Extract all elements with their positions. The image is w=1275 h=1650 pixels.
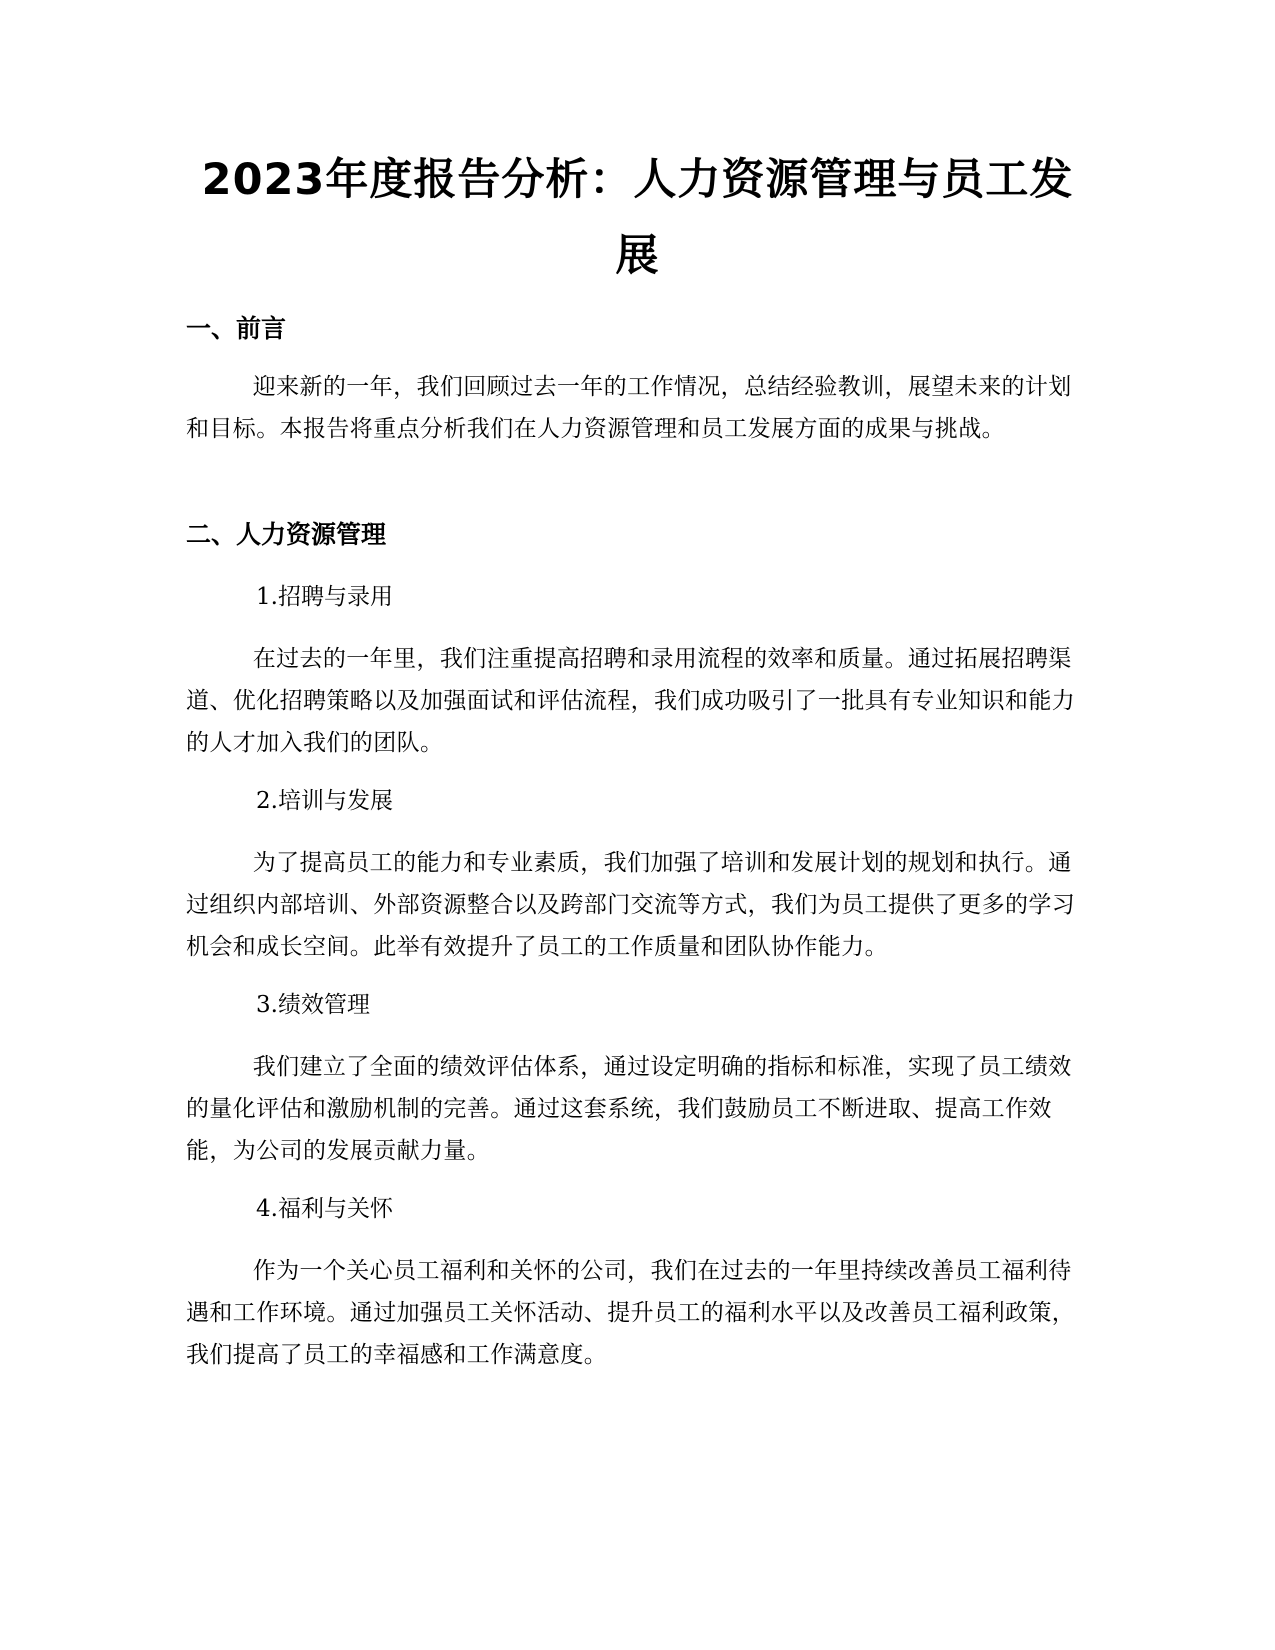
subheading-performance: 3.绩效管理 [256, 992, 370, 1018]
subheading-recruitment: 1.招聘与录用 [256, 584, 393, 610]
paragraph-training: 为了提高员工的能力和专业素质，我们加强了培训和发展计划的规划和执行。通过组织内部培训、外部资源整合以及跨部门交流等方式，我们为员工提供了更多的学习机会和成长空间。此举有效提升了员工的工作质量和团队协作能力。 [186, 850, 1076, 960]
subheading-benefits: 4.福利与关怀 [256, 1196, 393, 1222]
document-title: 2023年度报告分析：人力资源管理与员工发展 [201, 155, 1074, 281]
paragraph-performance: 我们建立了全面的绩效评估体系，通过设定明确的指标和标准，实现了员工绩效的量化评估和激励机制的完善。通过这套系统，我们鼓励员工不断进取、提高工作效能，为公司的发展贡献力量。 [186, 1054, 1072, 1164]
paragraph-preface: 迎来新的一年，我们回顾过去一年的工作情况，总结经验教训，展望未来的计划和目标。本报告将重点分析我们在人力资源管理和员工发展方面的成果与挑战。 [186, 374, 1072, 442]
section-heading-preface: 一、前言 [186, 314, 287, 343]
subheading-training: 2.培训与发展 [256, 788, 393, 814]
paragraph-recruitment: 在过去的一年里，我们注重提高招聘和录用流程的效率和质量。通过拓展招聘渠道、优化招聘策略以及加强面试和评估流程，我们成功吸引了一批具有专业知识和能力的人才加入我们的团队。 [186, 646, 1076, 756]
section-heading-hr-management: 二、人力资源管理 [186, 520, 387, 549]
paragraph-benefits: 作为一个关心员工福利和关怀的公司，我们在过去的一年里持续改善员工福利待遇和工作环境。通过加强员工关怀活动、提升员工的福利水平以及改善员工福利政策，我们提高了员工的幸福感和工作满意度。 [186, 1258, 1076, 1368]
